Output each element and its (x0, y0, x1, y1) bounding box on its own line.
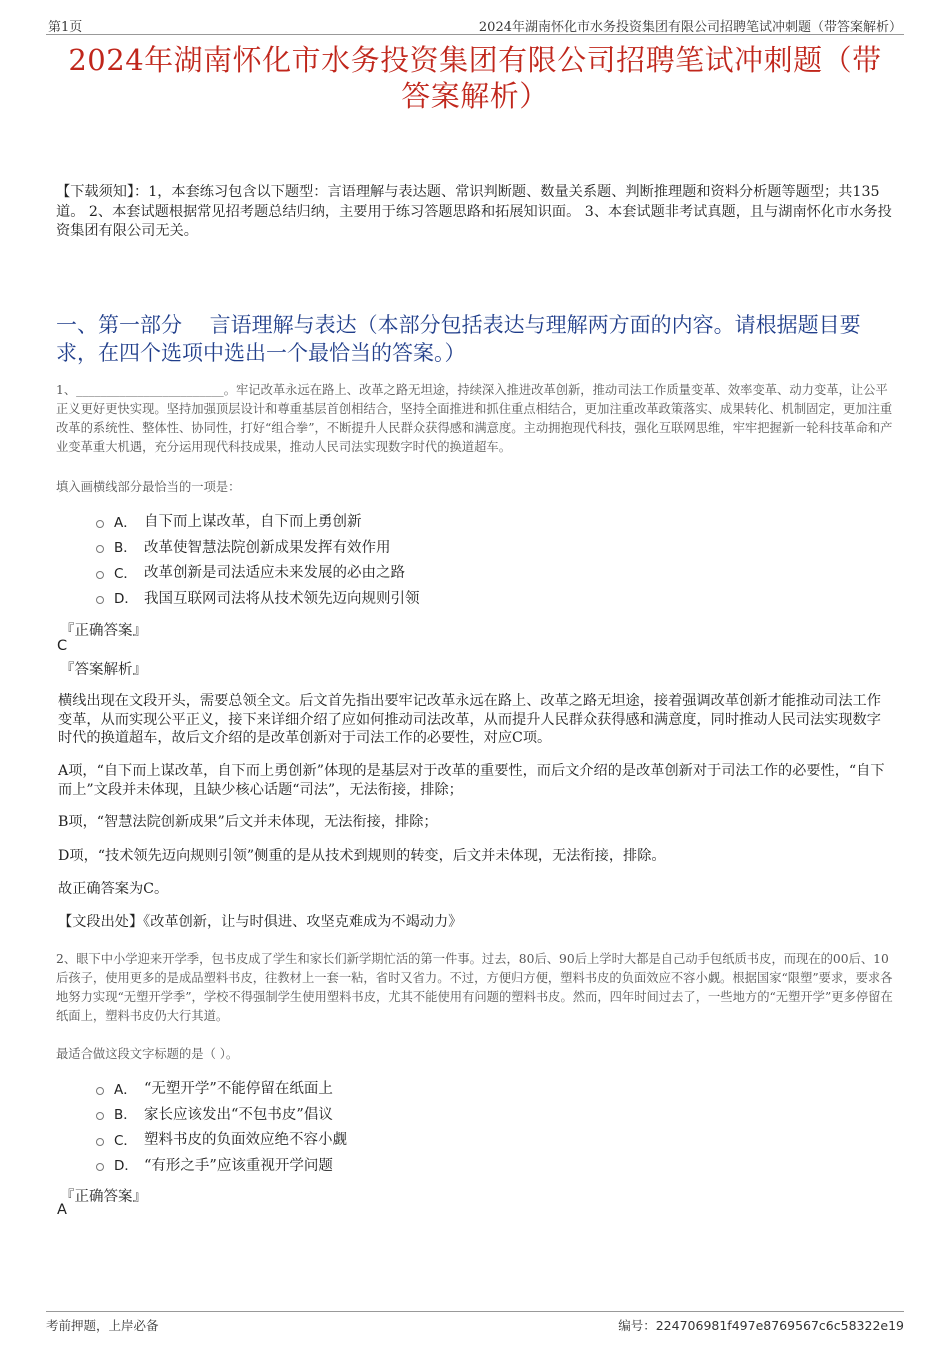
option-letter: B． (114, 1107, 137, 1124)
option-text: “无塑开学”不能停留在纸面上 (144, 1081, 333, 1098)
option-d[interactable] (96, 585, 796, 611)
option-c[interactable] (96, 559, 796, 585)
question-blank: ________________________ (76, 383, 224, 397)
option-text: 自下而上谋改革，自下而上勇创新 (144, 514, 362, 531)
analysis-paragraph-3: B项，“智慧法院创新成果”后文并未体现，无法衔接，排除； (58, 814, 438, 830)
footer-slogan: 考前押题，上岸必备 (46, 1318, 159, 1333)
question-2-text: 2、眼下中小学迎来开学季，包书皮成了学生和家长们新学期忙活的第一件事。过去，80后、90后上学时大都是自己动手包纸质书皮，而现在的00后、10后孩子，使用更多的是成品塑料书皮，往教材上一套一粘，省时又省力。不过，方便归方便，塑料书皮的负面效应不容小觑。根据国家“限塑”要求，要求各地努力实现“无塑开学季”，学校不得强制学生使用塑料书皮，尤其不能使用有问题的塑料书皮。然而，四年时间过去了，一些地方的“无塑开学”更多停留在纸面上，塑料书皮仍大行其道。 (56, 952, 893, 1023)
option-a[interactable] (96, 508, 796, 534)
question-1-prompt: 填入画横线部分最恰当的一项是： (56, 480, 241, 494)
radio-icon[interactable] (96, 571, 104, 579)
radio-icon[interactable] (96, 1138, 104, 1146)
analysis-paragraph-4: D项，“技术领先迈向规则引领”侧重的是从技术到规则的转变，后文并未体现，无法衔接，排除。 (58, 848, 666, 864)
question-1-text (56, 381, 894, 457)
answer-value: C (57, 638, 68, 654)
option-d[interactable] (96, 1152, 796, 1178)
option-text: 改革创新是司法适应未来发展的必由之路 (144, 565, 405, 582)
option-letter: A． (114, 514, 137, 531)
option-letter: C． (114, 565, 137, 582)
question-2-prompt: 最适合做这段文字标题的是（ ）。 (56, 1047, 239, 1061)
option-letter: A． (114, 1081, 137, 1098)
serial-code: 224706981f497e8769567c6c58322e19 (655, 1318, 904, 1333)
analysis-paragraph-1: 横线出现在文段开头，需要总领全文。后文首先指出要牢记改革永远在路上、改革之路无坦途，接着强调改革创新才能推动司法工作变革，从而实现公平正义，接下来详细介绍了应如何推动司法改革，从而提升人民群众获得感和满意度，同时推动人民司法实现数字时代的换道超车，故后文介绍的是改革创新对于司法工作的必要性，对应C项。 (58, 693, 881, 746)
radio-icon[interactable] (96, 1163, 104, 1171)
document-title (50, 42, 900, 114)
option-c[interactable] (96, 1126, 796, 1152)
option-letter: D． (114, 1158, 138, 1175)
question-1-options (96, 508, 796, 610)
serial-label: 编号： (618, 1318, 656, 1333)
section-title: 一、第一部分 言语理解与表达（本部分包括表达与理解两方面的内容。请根据题目要求，在四个选项中选出一个最恰当的答案。） (56, 313, 861, 365)
option-a[interactable] (96, 1075, 796, 1101)
title-line-2: 答案解析） (401, 79, 549, 113)
option-letter: C． (114, 1132, 137, 1149)
analysis-label: 『答案解析』 (60, 662, 147, 678)
option-text: 我国互联网司法将从技术领先迈向规则引领 (144, 590, 420, 607)
option-text: “有形之手”应该重视开学问题 (144, 1157, 333, 1174)
answer-label: 『正确答案』 (60, 1189, 147, 1205)
answer-label: 『正确答案』 (60, 623, 147, 639)
option-b[interactable] (96, 1101, 796, 1127)
option-text: 塑料书皮的负面效应绝不容小觑 (144, 1132, 347, 1149)
analysis-paragraph-2: A项，“自下而上谋改革，自下而上勇创新”体现的是基层对于改革的重要性，而后文介绍的是改革创新对于司法工作的必要性，“自下而上”文段并未体现，且缺少核心话题“司法”，无法衔接，排除； (58, 763, 885, 798)
radio-icon[interactable] (96, 1087, 104, 1095)
radio-icon[interactable] (96, 545, 104, 553)
source-citation: 【文段出处】《改革创新，让与时俱进、攻坚克难成为不竭动力》 (58, 914, 463, 930)
option-text: 改革使智慧法院创新成果发挥有效作用 (144, 539, 391, 556)
page-footer (46, 1311, 904, 1334)
answer-value: A (57, 1202, 67, 1218)
header-doc-title: 2024年湖南怀化市水务投资集团有限公司招聘笔试冲刺题（带答案解析） (478, 20, 902, 35)
question-number: 1、 (56, 383, 77, 397)
question-2-options (96, 1075, 796, 1177)
radio-icon[interactable] (96, 520, 104, 528)
question-body: 。牢记改革永远在路上、改革之路无坦途，持续深入推进改革创新，推动司法工作质量变革、效率变革、动力变革，让公平正义更好更快实现。坚持加强顶层设计和尊重基层首创相结合，坚持全面推进和抓住重点相结合，更加注重改革政策落实、成果转化、机制固定，更加注重改革的系统性、整体性、协同性，打好“组合拳”，不断提升人民群众获得感和满意度。主动拥抱现代科技，强化互联网思维，牢牢把握新一轮科技革命和产业变革重大机遇，充分运用现代科技成果，推动人民司法实现数字时代的换道超车。 (56, 383, 893, 454)
option-b[interactable] (96, 534, 796, 560)
page-number: 第1页 (48, 20, 83, 35)
footer-serial (618, 1316, 904, 1334)
option-letter: D． (114, 591, 138, 608)
title-line-1: 2024年湖南怀化市水务投资集团有限公司招聘笔试冲刺题（带 (68, 43, 882, 77)
option-letter: B． (114, 540, 137, 557)
page-header (46, 14, 904, 35)
option-text: 家长应该发出“不包书皮”倡议 (144, 1106, 333, 1123)
radio-icon[interactable] (96, 1112, 104, 1120)
download-notice: 【下载须知】：1，本套练习包含以下题型：言语理解与表达题、常识判断题、数量关系题、判断推理题和资料分析题等题型；共135道。 2、本套试题根据常见招考题总结归纳，主要用于练习答题思路和拓展知识面。 3、本套试题非考试真题，且与湖南怀化市水务投资集团有限公司无关。 (56, 184, 892, 239)
radio-icon[interactable] (96, 596, 104, 604)
analysis-paragraph-5: 故正确答案为C。 (58, 881, 169, 897)
